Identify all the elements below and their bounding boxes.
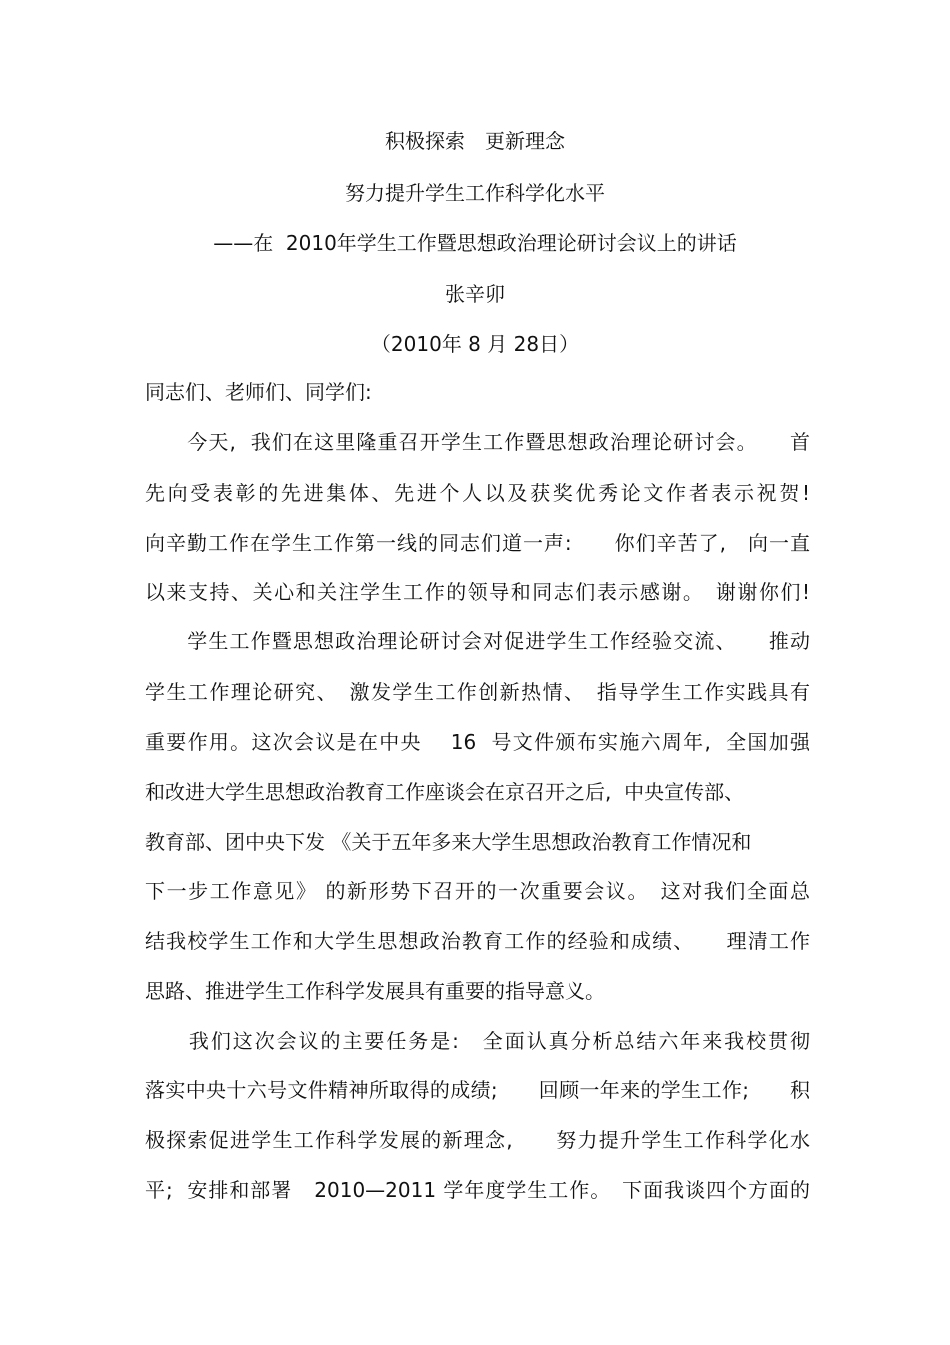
author: 张辛卯 (445, 282, 505, 306)
paragraph-line: 下一步工作意见》 的新形势下召开的一次重要会议。 这对我们全面总 (145, 879, 810, 903)
paragraph-line: 学生工作暨思想政治理论研讨会对促进学生工作经验交流、 推动 (145, 629, 810, 653)
paragraph-line: 和改进大学生思想政治教育工作座谈会在京召开之后, 中央宣传部、 (145, 780, 745, 804)
paragraph-line: 平; 安排和部署 2010—2011 学年度学生工作。 下面我谈四个方面的 (145, 1178, 810, 1202)
salutation: 同志们、老师们、同学们: (145, 380, 372, 404)
paragraph-line: 先向受表彰的先进集体、先进个人以及获奖优秀论文作者表示祝贺! (145, 481, 810, 505)
paragraph-line: 落实中央十六号文件精神所取得的成绩; 回顾一年来的学生工作; 积 (145, 1078, 810, 1102)
paragraph-line: 我们这次会议的主要任务是: 全面认真分析总结六年来我校贯彻 (145, 1029, 810, 1053)
paragraph-line: 结我校学生工作和大学生思想政治教育工作的经验和成绩、 理清工作 (145, 929, 810, 953)
paragraph-line: 向辛勤工作在学生工作第一线的同志们道一声: 你们辛苦了, 向一直 (145, 531, 810, 555)
paragraph-line: 思路、推进学生工作科学发展具有重要的指导意义。 (145, 979, 605, 1003)
paragraph-line: 极探索促进学生工作科学发展的新理念, 努力提升学生工作科学化水 (145, 1128, 810, 1152)
title-line-1: 积极探索 更新理念 (385, 129, 565, 153)
date: （2010年 8 月 28日） (370, 332, 580, 356)
subtitle: ——在 2010年学生工作暨思想政治理论研讨会议上的讲话 (213, 231, 737, 255)
paragraph-line: 以来支持、关心和关注学生工作的领导和同志们表示感谢。 谢谢你们! (145, 580, 810, 604)
paragraph-line: 教育部、团中央下发 《关于五年多来大学生思想政治教育工作情况和 (145, 830, 752, 854)
paragraph-line: 重要作用。这次会议是在中央 16 号文件颁布实施六周年, 全国加强 (145, 730, 810, 754)
paragraph-line: 今天, 我们在这里隆重召开学生工作暨思想政治理论研讨会。 首 (145, 430, 810, 454)
paragraph-line: 学生工作理论研究、 激发学生工作创新热情、 指导学生工作实践具有 (145, 680, 810, 704)
title-line-2: 努力提升学生工作科学化水平 (345, 181, 605, 205)
